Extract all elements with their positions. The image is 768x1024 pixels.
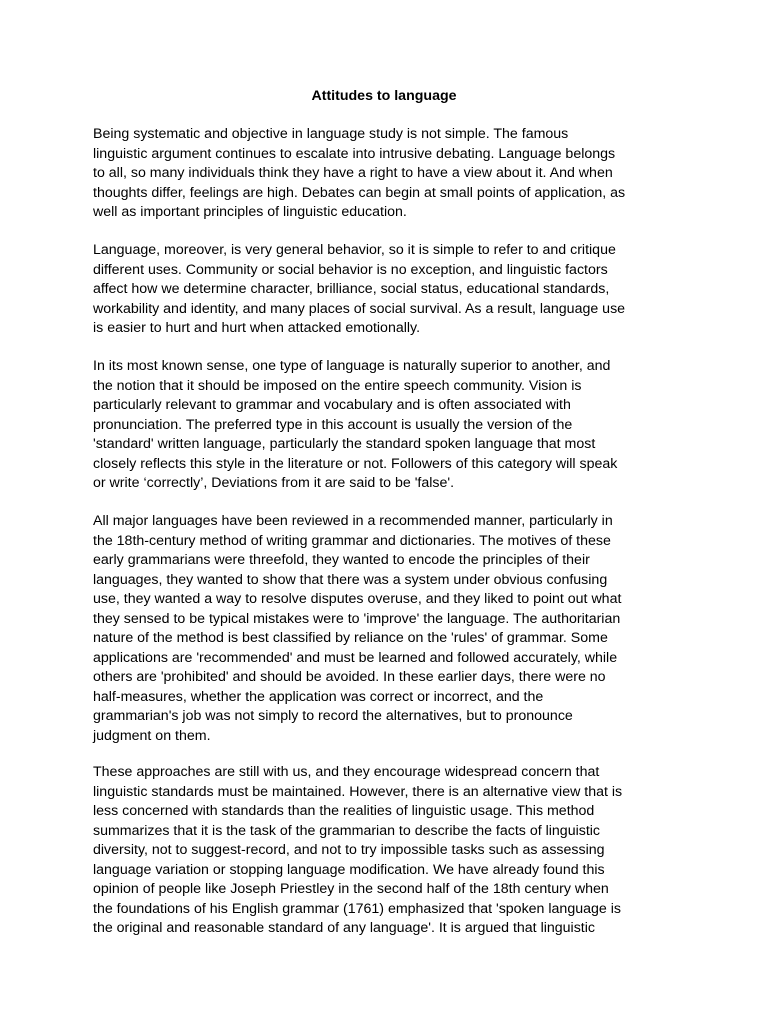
paragraph-line: Being systematic and objective in language study is not simple. The famous [93, 126, 569, 142]
paragraph-line: languages, they wanted to show that there was a system under obvious confusing [93, 571, 608, 588]
paragraph-line: to all, so many individuals think they have a right to have a view about it. And when [93, 165, 613, 181]
paragraph-line: half-measures, whether the application was correct or incorrect, and the [93, 688, 544, 705]
paragraph-line: opinion of people like Joseph Priestley in the second half of the 18th century when [93, 881, 609, 897]
paragraph-line: others are 'prohibited' and should be avoided. In these earlier days, there were no [93, 669, 606, 685]
document-title: Attitudes to language [311, 88, 457, 104]
paragraph-line: judgment on them. [93, 727, 211, 744]
paragraph-line: they sensed to be typical mistakes were to 'improve' the language. The authoritarian [93, 610, 621, 627]
paragraph-line: affect how we determine character, brilliance, social status, educational standards, [93, 281, 610, 297]
paragraph-line: These approaches are still with us, and they encourage widespread concern that [93, 764, 600, 780]
paragraph-line: closely reflects this style in the literature or not. Followers of this category will speak [93, 455, 618, 472]
paragraph-line: diversity, not to suggest-record, and not to try impossible tasks such as assessing [93, 842, 605, 858]
paragraph [93, 125, 683, 223]
paragraph-line: well as important principles of linguistic education. [93, 204, 407, 220]
paragraph-line: pronunciation. The preferred type in this account is usually the version of the [93, 416, 573, 433]
paragraph-line: applications are 'recommended' and must be learned and followed accurately, while [93, 649, 618, 666]
paragraph-line: Language, moreover, is very general behavior, so it is simple to refer to and critique [93, 242, 616, 258]
paragraph-line: summarizes that it is the task of the grammarian to describe the facts of linguistic [93, 822, 601, 839]
paragraph-line: use, they wanted a way to resolve disputes overuse, and they liked to point out what [93, 591, 622, 607]
paragraph-line: linguistic argument continues to escalate into intrusive debating. Language belongs [93, 145, 616, 162]
paragraph-line: workability and identity, and many places of social survival. As a result, language use [93, 300, 626, 317]
paragraph-line: early grammarians were threefold, they wanted to encode the principles of their [93, 552, 590, 568]
paragraph-line: 'standard' written language, particularly the standard spoken language that most [93, 436, 596, 452]
paragraph-line: particularly relevant to grammar and vocabulary and is often associated with [93, 397, 571, 413]
paragraph-line: thoughts differ, feelings are high. Debates can begin at small points of application, as [93, 184, 626, 201]
paragraph-line: is easier to hurt and hurt when attacked emotionally. [93, 320, 421, 336]
paragraph-line: nature of the method is best classified by reliance on the 'rules' of grammar. Some [93, 630, 608, 646]
paragraph-line: language variation or stopping language modification. We have already found this [93, 861, 605, 878]
paragraph-line: All major languages have been reviewed in a recommended manner, particularly in [93, 513, 613, 529]
paragraph-line: In its most known sense, one type of language is naturally superior to another, and [93, 358, 611, 374]
paragraph-line: the original and reasonable standard of any language'. It is argued that linguistic [93, 920, 595, 936]
paragraph [93, 241, 683, 339]
paragraph [93, 512, 683, 746]
paragraph [93, 763, 683, 939]
paragraph-line: less concerned with standards than the realities of linguistic usage. This method [93, 803, 595, 819]
paragraph-line: different uses. Community or social behavior is no exception, and linguistic factors [93, 261, 608, 278]
paragraph-line: the notion that it should be imposed on the entire speech community. Vision is [93, 377, 582, 394]
paragraph [93, 357, 683, 494]
paragraph-line: or write ‘correctly’, Deviations from it are said to be 'false'. [93, 475, 455, 491]
paragraph-line: linguistic standards must be maintained. However, there is an alternative view that is [93, 783, 623, 800]
paragraph-line: the foundations of his English grammar (1761) emphasized that 'spoken language is [93, 900, 621, 917]
paragraph-line: the 18th-century method of writing grammar and dictionaries. The motives of these [93, 532, 611, 549]
paragraph-line: grammarian's job was not simply to record the alternatives, but to pronounce [93, 708, 573, 724]
